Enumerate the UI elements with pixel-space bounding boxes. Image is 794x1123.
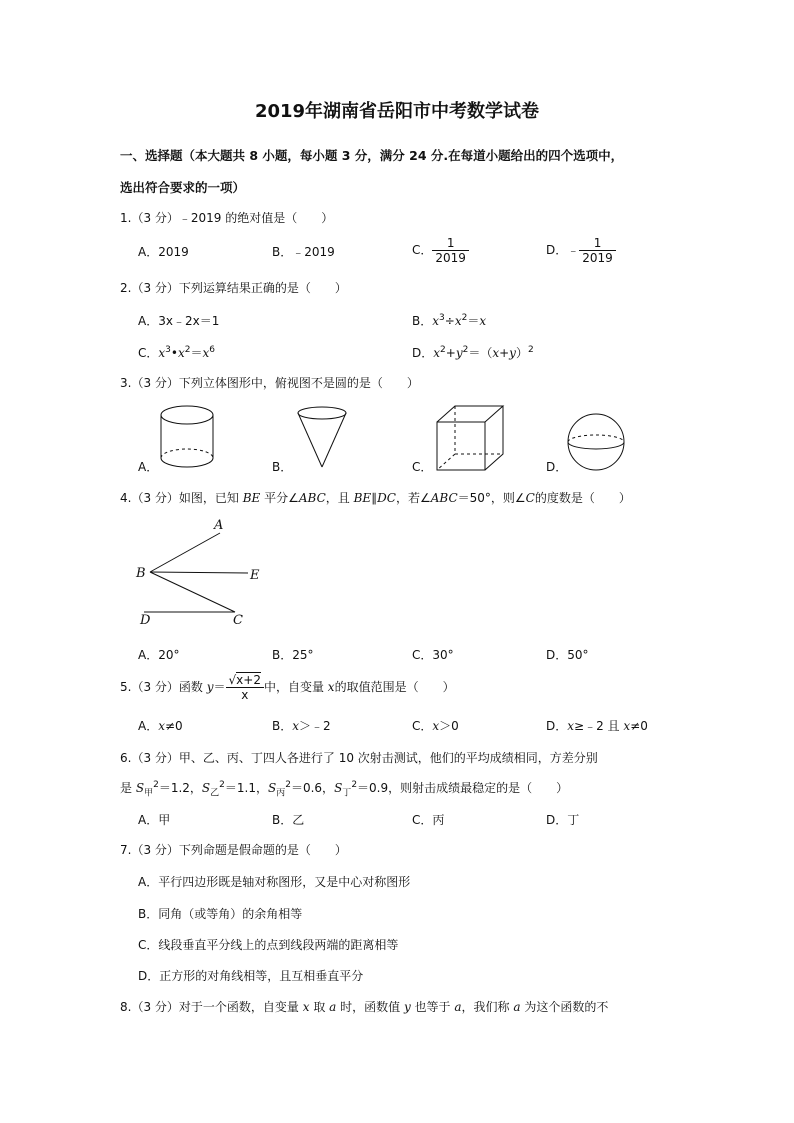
q2-d-y: y <box>455 346 463 360</box>
q6-s-2: S <box>201 781 211 795</box>
q8-a3: a <box>513 1000 521 1014</box>
q5-a-x: x <box>158 719 165 733</box>
segment-bc <box>150 572 235 612</box>
q6-option-b: B．乙 <box>272 813 305 827</box>
q2-c-x1: x <box>158 346 166 360</box>
q5-option-a <box>138 718 183 734</box>
q2-b-eq: ＝ <box>467 314 480 328</box>
q3-option-b: B． <box>272 460 293 474</box>
q2-option-d <box>412 345 534 361</box>
q5-d-rest: ≠0 <box>630 719 648 733</box>
q6-sub-3: 丙 <box>276 788 286 799</box>
cylinder-top <box>161 406 213 424</box>
cylinder-bottom-back <box>161 449 213 458</box>
cone-figure <box>296 404 354 470</box>
q2-b-x1: x <box>432 314 440 328</box>
q4-mid-4: ＝50°，则∠ <box>457 491 526 505</box>
q2-a-expr: 3x﹣2x＝1 <box>158 314 220 328</box>
q5-numerator: √x+2 <box>228 673 261 687</box>
q2-a-prefix: A． <box>138 314 159 328</box>
q8-m2: 时，函数值 <box>336 1000 404 1014</box>
q6-s-1: S <box>135 781 145 795</box>
q5-x: x <box>327 680 335 694</box>
q2-d-plus: + <box>445 346 456 360</box>
q2-option-b <box>412 313 486 329</box>
q8-a2: a <box>454 1000 462 1014</box>
cube-figure <box>435 404 507 472</box>
q2-c-e3: 6 <box>209 345 216 355</box>
q1-c-numerator: 1 <box>446 236 455 250</box>
q6-sub-2: 乙 <box>210 788 220 799</box>
q5-option-d <box>546 718 648 734</box>
q2-c-x2: x <box>177 346 185 360</box>
label-c: C <box>233 613 243 628</box>
sphere-equator-front <box>568 442 624 449</box>
q6-v-1: ＝1.2， <box>158 781 202 795</box>
q6-option-d: D．丁 <box>546 813 580 827</box>
q2-c-op: • <box>170 346 178 360</box>
q4-angle-c: C <box>525 491 535 505</box>
label-d: D <box>140 613 151 628</box>
q6-pre: 是 <box>120 781 136 795</box>
q2-b-x2: x <box>454 314 462 328</box>
q4-dc: DC <box>377 491 396 505</box>
ray-ba <box>150 533 220 572</box>
q8-stem <box>120 999 608 1015</box>
q4-abc-1: ABC <box>298 491 326 505</box>
q6-sq-1: 2 <box>153 780 159 790</box>
q8-m1: 取 <box>309 1000 330 1014</box>
q5-c-rest: ＞0 <box>439 719 459 733</box>
q2-b-e1: 3 <box>439 313 445 323</box>
q6-v-3: ＝0.6， <box>290 781 335 795</box>
q2-b-e2: 2 <box>461 313 468 323</box>
cylinder-figure <box>155 403 225 475</box>
q5-radicand: x+2 <box>236 673 261 687</box>
q2-b-prefix: B． <box>412 314 433 328</box>
q7-option-d: D．正方形的对角线相等，且互相垂直平分 <box>138 969 364 983</box>
q2-c-e2: 2 <box>184 345 191 355</box>
q2-d-prefix: D． <box>412 346 434 360</box>
q2-d-e1: 2 <box>440 345 446 355</box>
page-title: 2019年湖南省岳阳市中考数学试卷 <box>254 101 540 122</box>
q7-option-b: B．同角（或等角）的余角相等 <box>138 907 303 921</box>
q2-d-xy: x+y <box>492 346 516 360</box>
q4-be-1: BE <box>242 491 261 505</box>
q1-option-a: A．2019 <box>138 245 189 259</box>
q5-a-rest: ≠0 <box>165 719 183 733</box>
q6-v-4: ＝0.9， <box>357 781 401 795</box>
q5-c-prefix: C． <box>412 719 433 733</box>
section-heading-line2: 选出符合要求的一项） <box>120 180 246 195</box>
q6-s-3: S <box>267 781 277 795</box>
q1-d-prefix: D．﹣ <box>546 243 580 257</box>
label-e: E <box>250 568 260 583</box>
q5-d-x1: x <box>567 719 575 733</box>
q7-stem: 7.（3 分）下列命题是假命题的是（ ） <box>120 843 347 857</box>
sphere-equator-back <box>568 435 624 442</box>
q2-c-eq: ＝ <box>190 346 203 360</box>
q2-b-op: ÷ <box>444 314 455 328</box>
q2-d-x1: x <box>433 346 441 360</box>
q2-c-x3: x <box>202 346 210 360</box>
q5-stem-pre: 5.（3 分）函数 <box>120 680 207 694</box>
q6-option-c: C．丙 <box>412 813 445 827</box>
q5-stem-mid: 中，自变量 <box>263 680 328 694</box>
q5-fraction <box>226 673 264 702</box>
cube-front-face <box>437 422 485 470</box>
q2-d-close: ） <box>515 346 528 360</box>
q1-c-fraction <box>432 236 469 265</box>
q8-y: y <box>403 1000 411 1014</box>
q5-b-rest: ＞﹣2 <box>299 719 331 733</box>
q6-s-4: S <box>334 781 343 795</box>
q4-abc-2: ABC <box>430 491 458 505</box>
q5-stem-end: 的取值范围是（ ） <box>334 680 455 694</box>
q1-c-denominator: 2019 <box>432 250 469 265</box>
q8-m3: 也等于 <box>410 1000 455 1014</box>
q7-option-c: C．线段垂直平分线上的点到线段两端的距离相等 <box>138 938 399 952</box>
cone-top <box>298 407 346 419</box>
section-heading-line1: 一、选择题（本大题共 8 小题，每小题 3 分，满分 24 分.在每道小题给出的四个选项中， <box>120 148 624 163</box>
q5-option-c <box>412 718 459 734</box>
cone-right-side <box>322 413 346 467</box>
q2-d-eq: ＝（ <box>468 346 493 360</box>
q6-line1: 6.（3 分）甲、乙、丙、丁四人各进行了 10 次射击测试，他们的平均成绩相同，方差分别 <box>120 751 598 765</box>
q3-option-a: A． <box>138 460 159 474</box>
q8-x: x <box>302 1000 310 1014</box>
q5-eq: ＝ <box>213 680 226 694</box>
q2-c-prefix: C． <box>138 346 159 360</box>
q1-c-prefix: C． <box>412 243 433 257</box>
q4-option-d: D．50° <box>546 648 589 662</box>
q5-d-prefix: D． <box>546 719 568 733</box>
q4-parallel: ∥ <box>371 491 378 505</box>
q6-sq-3: 2 <box>285 780 291 790</box>
q4-option-c: C．30° <box>412 648 454 662</box>
q4-geometry-figure <box>130 515 270 630</box>
q5-stem <box>120 673 455 702</box>
label-a: A <box>214 518 224 533</box>
q4-option-a: A．20° <box>138 648 180 662</box>
q1-d-numerator: 1 <box>593 236 602 250</box>
q6-sq-4: 2 <box>351 780 358 790</box>
q5-b-prefix: B． <box>272 719 293 733</box>
q5-d-mid: ≥﹣2 且 <box>574 719 624 733</box>
q1-option-b: B．﹣2019 <box>272 245 335 259</box>
q8-a1: a <box>329 1000 337 1014</box>
q5-y: y <box>206 680 214 694</box>
q4-mid-2: ，且 <box>325 491 354 505</box>
cube-right-face <box>485 406 503 470</box>
q8-end: 为这个函数的不 <box>520 1000 609 1014</box>
q3-option-c: C． <box>412 460 433 474</box>
q3-stem: 3.（3 分）下列立体图形中，俯视图不是圆的是（ ） <box>120 376 419 390</box>
cylinder-bottom-front <box>161 458 213 467</box>
q4-stem-pre: 4.（3 分）如图，已知 <box>120 491 243 505</box>
q3-option-d: D． <box>546 460 568 474</box>
q2-d-e2: 2 <box>462 345 469 355</box>
q6-sub-4: 丁 <box>342 788 352 799</box>
q7-option-a: A．平行四边形既是轴对称图形，又是中心对称图形 <box>138 875 411 889</box>
q4-stem-end: 的度数是（ ） <box>534 491 631 505</box>
q5-d-x2: x <box>623 719 631 733</box>
q6-sub-1: 甲 <box>144 788 154 799</box>
q5-b-x: x <box>292 719 300 733</box>
q1-stem: 1.（3 分）﹣2019 的绝对值是（ ） <box>120 211 334 225</box>
q6-sq-2: 2 <box>219 780 225 790</box>
q1-option-c <box>412 236 469 265</box>
q8-m4: ，我们称 <box>461 1000 514 1014</box>
q1-option-d <box>546 236 616 265</box>
q5-a-prefix: A． <box>138 719 159 733</box>
q2-stem: 2.（3 分）下列运算结果正确的是（ ） <box>120 281 347 295</box>
q4-option-b: B．25° <box>272 648 314 662</box>
q5-option-b <box>272 718 331 734</box>
q5-c-x: x <box>432 719 440 733</box>
q4-mid-3: ，若∠ <box>395 491 431 505</box>
cube-hidden-edges <box>455 406 503 454</box>
q1-d-denominator: 2019 <box>579 250 616 265</box>
q6-line2 <box>120 780 569 799</box>
q6-v-2: ＝1.1， <box>224 781 268 795</box>
sphere-figure <box>566 412 628 474</box>
q5-denominator: x <box>226 687 264 702</box>
ray-be <box>150 572 248 573</box>
q2-c-e1: 3 <box>165 345 171 355</box>
q2-option-c <box>138 345 215 361</box>
q1-d-fraction <box>579 236 616 265</box>
label-b: B <box>136 566 146 581</box>
q2-d-e3: 2 <box>527 345 534 355</box>
q4-be-2: BE <box>353 491 372 505</box>
cube-top-face <box>437 406 503 422</box>
q2-option-a <box>138 313 219 329</box>
cube-hidden-diagonal <box>437 454 455 470</box>
q4-stem <box>120 490 631 506</box>
cone-left-side <box>298 413 322 467</box>
q2-b-x3: x <box>479 314 487 328</box>
q8-pre: 8.（3 分）对于一个函数，自变量 <box>120 1000 303 1014</box>
q4-mid-1: 平分∠ <box>260 491 299 505</box>
q6-option-a: A．甲 <box>138 813 171 827</box>
q6-end: 则射击成绩最稳定的是（ ） <box>400 781 569 795</box>
sphere-outline <box>568 414 624 470</box>
